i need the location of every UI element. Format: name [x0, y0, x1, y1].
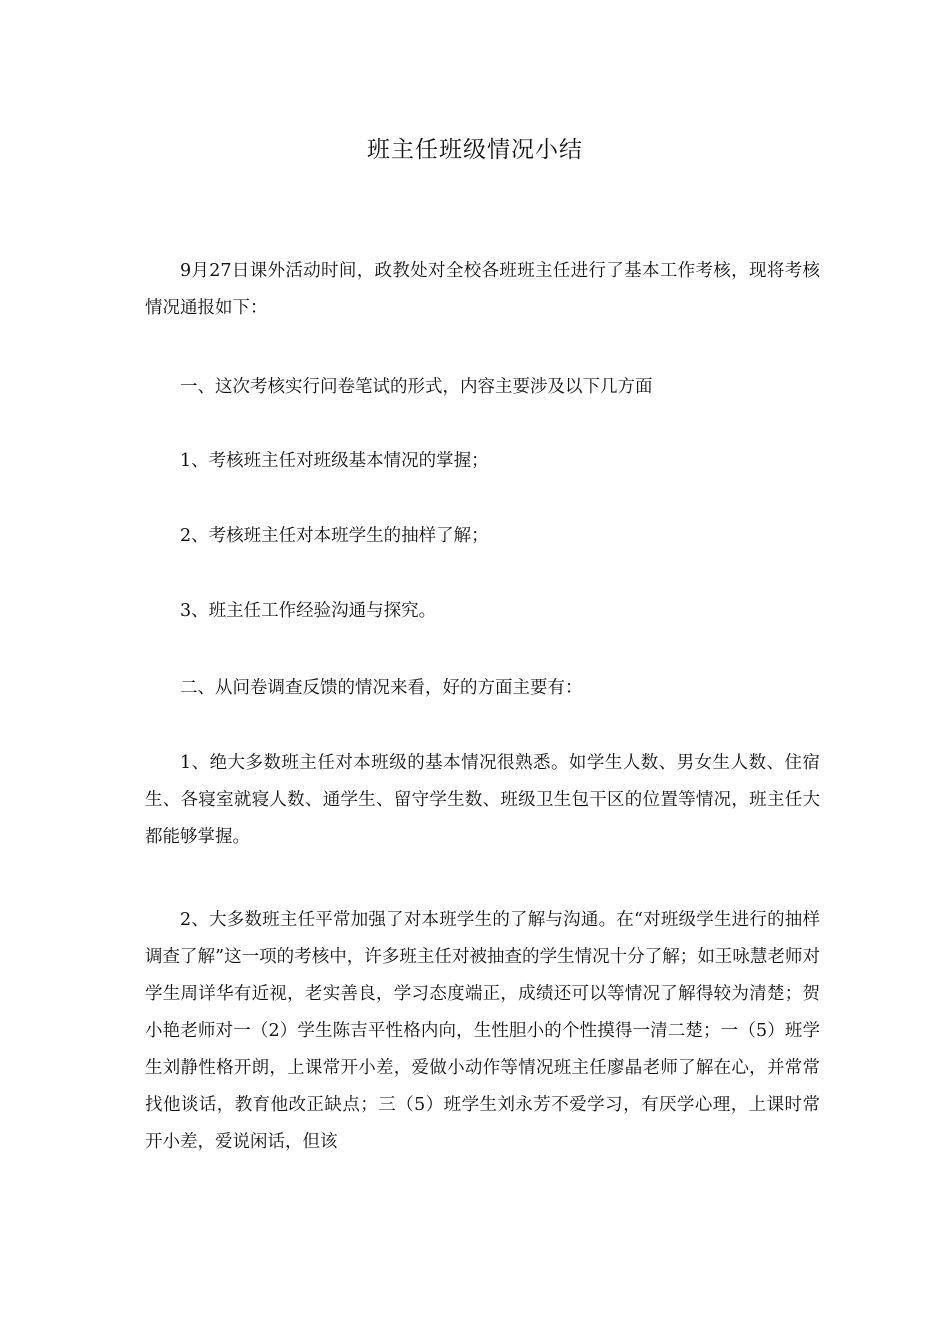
- paragraph-text: 一、这次考核实行问卷笔试的形式，内容主要涉及以下几方面: [180, 377, 653, 397]
- paragraph-item-1: [145, 443, 820, 480]
- paragraph-text: 9月27日课外活动时间，政教处对全校各班班主任进行了基本工作考核，现将考核情况通报如下：: [145, 261, 820, 318]
- paragraph-text: 3、班主任工作经验沟通与探究。: [180, 601, 437, 621]
- paragraph-intro: [145, 253, 820, 327]
- paragraph-text: 2、大多数班主任平常加强了对本班学生的了解与沟通。在“对班级学生进行的抽样调查了解”这一项的考核中，许多班主任对被抽查的学生情况十分了解；如王咏慧老师对学生周详华有近视，老实善良，学习态度端正，成绩还可以等情况了解得较为清楚；贺小艳老师对一（2）学生陈吉平性格内向，生性胆小的个性摸得一清二楚；一（5）班学生刘静性格开朗，上课常开小差，爱做小动作等情况班主任廖晶老师了解在心，并常常找他谈话，教育他改正缺点；三（5）班学生刘永芳不爱学习，有厌学心理，上课时常开小差，爱说闲话，但该: [145, 910, 820, 1152]
- paragraph-good-2: [145, 902, 820, 1161]
- paragraph-text: 2、考核班主任对本班学生的抽样了解；: [180, 526, 489, 546]
- paragraph-text: 1、绝大多数班主任对本班级的基本情况很熟悉。如学生人数、男女生人数、住宿生、各寝室就寝人数、通学生、留守学生数、班级卫生包干区的位置等情况，班主任大都能够掌握。: [145, 753, 820, 847]
- paragraph-good-1: [145, 745, 820, 856]
- paragraph-text: 二、从问卷调查反馈的情况来看，好的方面主要有：: [180, 678, 583, 698]
- paragraph-section-one: [145, 369, 820, 406]
- paragraph-section-two: [145, 670, 820, 707]
- paragraph-text: 1、考核班主任对班级基本情况的掌握；: [180, 451, 489, 471]
- paragraph-item-3: [145, 593, 820, 630]
- document-title: 班主任班级情况小结: [367, 137, 583, 163]
- paragraph-item-2: [145, 518, 820, 555]
